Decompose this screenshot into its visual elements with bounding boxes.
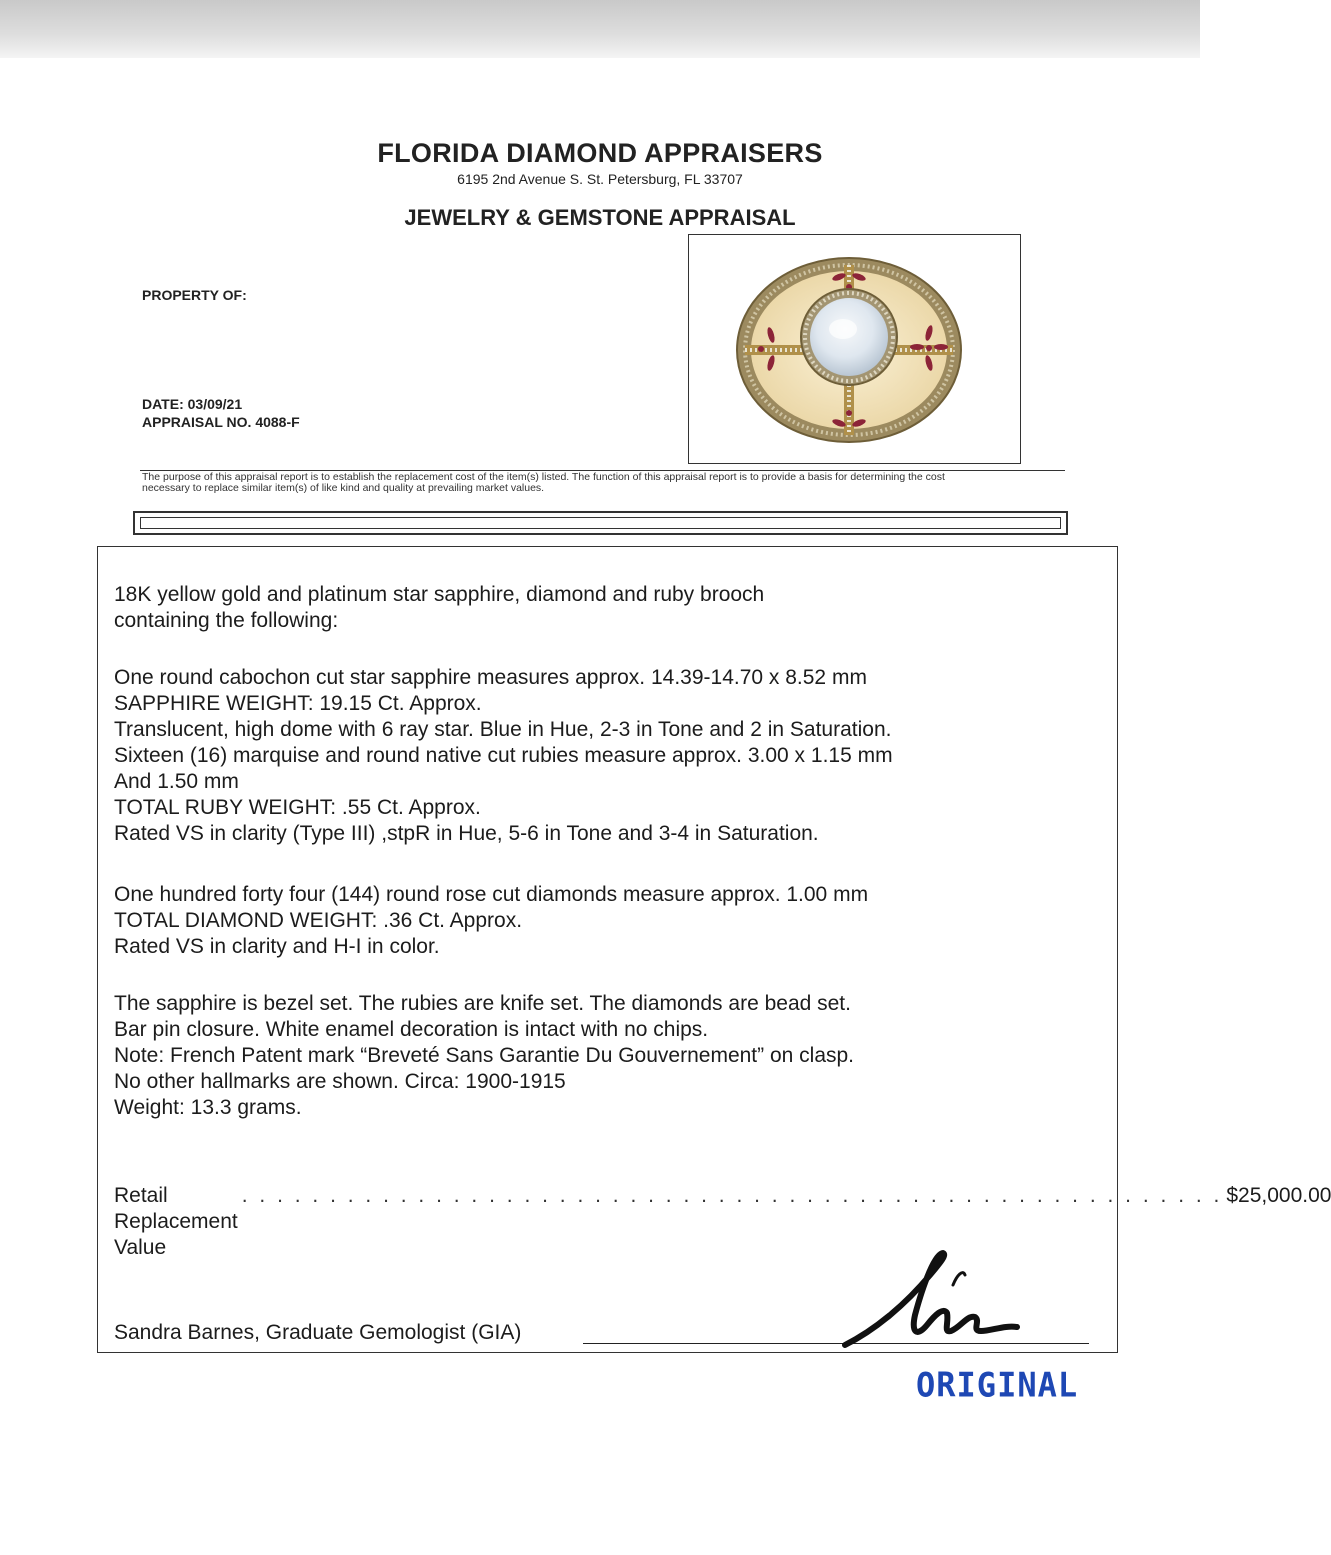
- text-line: TOTAL RUBY WEIGHT: .55 Ct. Approx.: [114, 796, 481, 819]
- appraisal-number-value: 4088-F: [255, 414, 300, 430]
- text-line: No other hallmarks are shown. Circa: 1900-1915: [114, 1070, 566, 1093]
- text-line: And 1.50 mm: [114, 770, 239, 793]
- text-line: Sixteen (16) marquise and round native cut rubies measure approx. 3.00 x 1.15 mm: [114, 744, 893, 767]
- property-of-label: PROPERTY OF:: [142, 287, 247, 303]
- replacement-value-amount: $25,000.00: [1226, 1184, 1331, 1207]
- leader-dots: . . . . . . . . . . . . . . . . . . . . . . . . . . . . . . . . . . . . . . . . . . . . . . . . . . . . . . . .: [241, 1184, 1223, 1207]
- jewelry-photo: [688, 234, 1021, 464]
- text-line: TOTAL DIAMOND WEIGHT: .36 Ct. Approx.: [114, 909, 523, 932]
- disclaimer: [142, 472, 1072, 494]
- double-rule-bar: [133, 511, 1068, 535]
- company-address: 6195 2nd Avenue S. St. Petersburg, FL 33707: [457, 171, 743, 187]
- document-title: JEWELRY & GEMSTONE APPRAISAL: [404, 205, 796, 230]
- appraisal-number-row: [142, 414, 300, 430]
- text-line: Translucent, high dome with 6 ray star. Blue in Hue, 2-3 in Tone and 2 in Saturation.: [114, 718, 892, 741]
- text-line: Rated VS in clarity and H-I in color.: [114, 935, 440, 958]
- disclaimer-line: The purpose of this appraisal report is to establish the replacement cost of the item(s) listed. The function of this appraisal report is to provide a basis for determining the cost: [142, 471, 945, 483]
- date-row: [142, 396, 242, 412]
- text-line: SAPPHIRE WEIGHT: 19.15 Ct. Approx.: [114, 692, 482, 715]
- handwritten-signature: [835, 1245, 1035, 1355]
- text-line: One round cabochon cut star sapphire measures approx. 14.39-14.70 x 8.52 mm: [114, 666, 867, 689]
- date-value: 03/09/21: [187, 396, 243, 412]
- scan-edge-shadow: [0, 0, 1200, 58]
- text-line: containing the following:: [114, 609, 339, 632]
- original-stamp: ORIGINAL: [916, 1365, 1079, 1405]
- date-label: DATE:: [142, 396, 184, 412]
- setting-paragraph: [114, 991, 1094, 1121]
- signatory-name: Sandra Barnes, Graduate Gemologist (GIA): [114, 1321, 522, 1344]
- disclaimer-line: necessary to replace similar item(s) of like kind and quality at prevailing market values.: [142, 482, 545, 494]
- intro-paragraph: [114, 582, 1094, 634]
- text-line: The sapphire is bezel set. The rubies are knife set. The diamonds are bead set.: [114, 992, 851, 1015]
- text-line: 18K yellow gold and platinum star sapphire, diamond and ruby brooch: [114, 583, 765, 606]
- text-line: One hundred forty four (144) round rose cut diamonds measure approx. 1.00 mm: [114, 883, 869, 906]
- appraisal-number-label: APPRAISAL NO.: [142, 414, 252, 430]
- replacement-value-label: Retail Replacement Value: [114, 1184, 238, 1259]
- text-line: Rated VS in clarity (Type III) ,stpR in Hue, 5-6 in Tone and 3-4 in Saturation.: [114, 822, 819, 845]
- brooch-image: [689, 235, 1019, 462]
- text-line: Note: French Patent mark “Breveté Sans Garantie Du Gouvernement” on clasp.: [114, 1044, 855, 1067]
- sapphire-ruby-paragraph: [114, 665, 1094, 847]
- text-line: Bar pin closure. White enamel decoration is intact with no chips.: [114, 1018, 709, 1041]
- text-line: Weight: 13.3 grams.: [114, 1096, 302, 1119]
- diamond-paragraph: [114, 882, 1094, 960]
- company-name: FLORIDA DIAMOND APPRAISERS: [377, 138, 823, 168]
